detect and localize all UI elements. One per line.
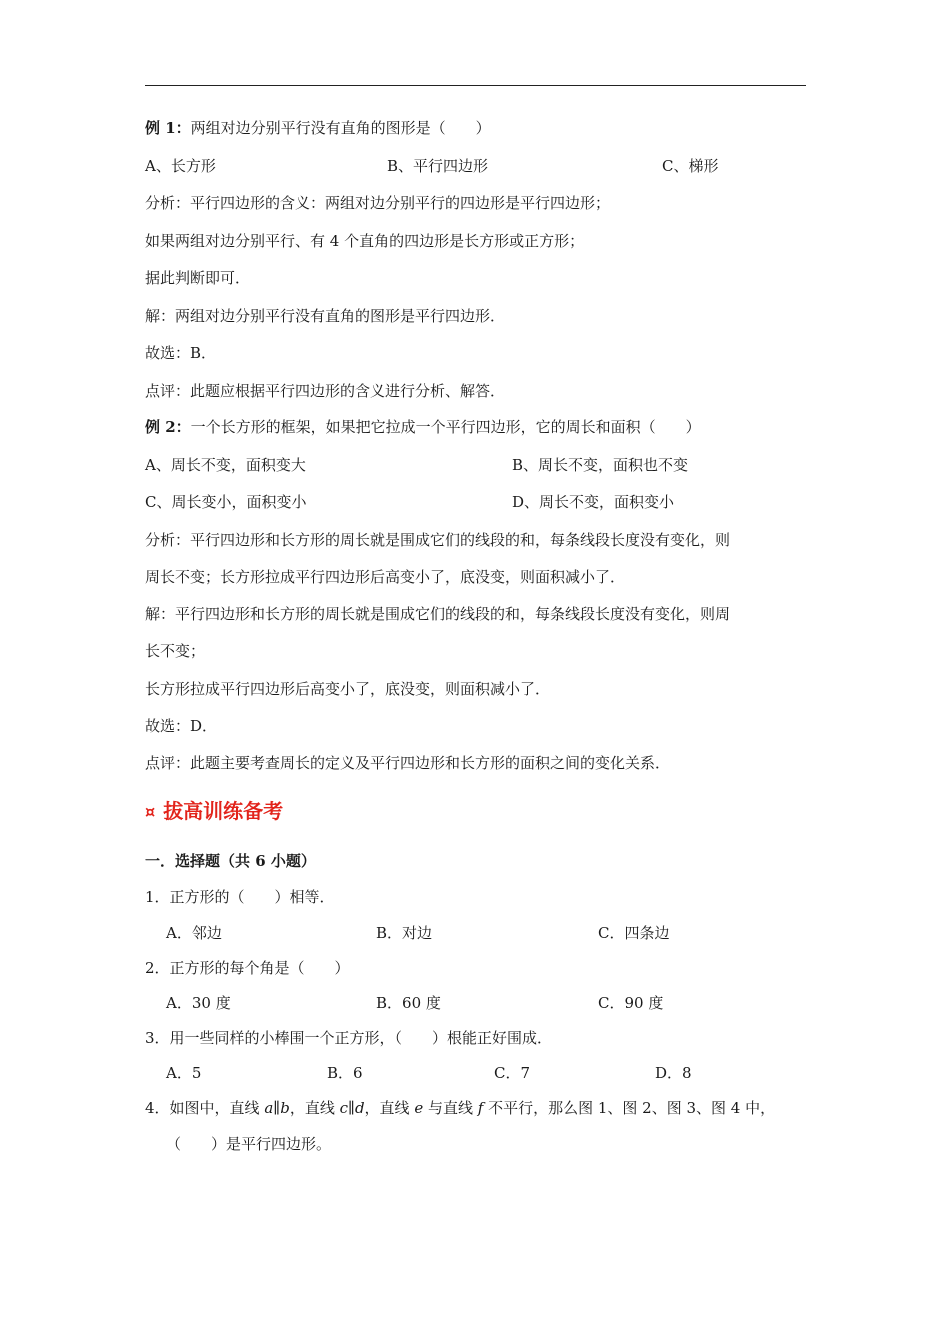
example-1-analysis-line-2: 如果两组对边分别平行、有 4 个直角的四边形是长方形或正方形； — [145, 232, 585, 250]
example-1-text: 两组对边分别平行没有直角的图形是（ ） — [190, 119, 491, 137]
q4-text-part-5: 不平行，那么图 1、图 2、图 3、图 4 中， — [483, 1099, 776, 1117]
example-1-label: 例 1： — [145, 119, 191, 137]
example-2-text: 一个长方形的框架，如果把它拉成一个平行四边形，它的周长和面积（ ） — [190, 418, 701, 436]
var-f: f — [477, 1099, 484, 1117]
example-2-option-c: C、周长变小，面积变小 — [145, 493, 307, 511]
var-d: d — [354, 1099, 365, 1117]
q4-text-part-2: ，直线 — [289, 1099, 340, 1117]
question-1-option-b: B．对边 — [376, 924, 433, 942]
example-1-answer: 故选：B． — [145, 344, 217, 362]
section-heading — [145, 797, 283, 826]
question-2-option-c: C．90 度 — [598, 994, 664, 1012]
example-1-solution: 解：两组对边分别平行没有直角的图形是平行四边形． — [145, 307, 506, 325]
example-1-option-b: B、平行四边形 — [387, 157, 489, 175]
example-1-analysis-line-3: 据此判断即可． — [145, 269, 251, 287]
example-2-analysis-line-1: 分析：平行四边形和长方形的周长就是围成它们的线段的和，每条线段长度没有变化，则 — [145, 531, 731, 549]
header-rule — [145, 85, 806, 86]
example-2-question — [145, 417, 701, 437]
section-title: 拔高训练备考 — [163, 799, 284, 823]
q4-text-part-1: 4．如图中，直线 — [145, 1099, 265, 1117]
example-1-option-a: A、长方形 — [145, 157, 216, 175]
question-3-option-b: B．6 — [327, 1064, 363, 1082]
example-2-answer: 故选：D． — [145, 717, 218, 735]
var-b: b — [280, 1099, 290, 1117]
example-1-analysis-line-1: 分析：平行四边形的含义：两组对边分别平行的四边形是平行四边形； — [145, 194, 611, 212]
question-3-text: 3．用一些同样的小棒围一个正方形，（ ）根能正好围成． — [145, 1029, 553, 1047]
q4-text-part-4: 与直线 — [423, 1099, 478, 1117]
question-4-text-line-2: （ ）是平行四边形。 — [166, 1135, 332, 1153]
var-c: c — [339, 1099, 348, 1117]
question-2-option-b: B．60 度 — [376, 994, 441, 1012]
q4-text-part-3: ，直线 — [364, 1099, 415, 1117]
example-2-label: 例 2： — [145, 418, 191, 436]
var-e: e — [414, 1099, 424, 1117]
example-1-option-c: C、梯形 — [662, 157, 719, 175]
example-1-comment: 点评：此题应根据平行四边形的含义进行分析、解答． — [145, 382, 506, 400]
question-2-option-a: A．30 度 — [166, 994, 231, 1012]
example-2-comment: 点评：此题主要考查周长的定义及平行四边形和长方形的面积之间的变化关系． — [145, 754, 671, 772]
example-2-analysis-line-2: 周长不变；长方形拉成平行四边形后高变小了，底没变，则面积减小了． — [145, 568, 626, 586]
question-1-option-c: C．四条边 — [598, 924, 670, 942]
example-2-solution-line-1: 解：平行四边形和长方形的周长就是围成它们的线段的和，每条线段长度没有变化，则周 — [145, 605, 731, 623]
var-a: a — [264, 1099, 274, 1117]
section-subtitle: 一．选择题（共 6 小题） — [145, 852, 316, 870]
example-2-solution-line-3: 长方形拉成平行四边形后高变小了，底没变，则面积减小了． — [145, 680, 551, 698]
example-2-option-d: D、周长不变，面积变小 — [512, 493, 675, 511]
question-1-option-a: A．邻边 — [166, 924, 222, 942]
example-2-option-a: A、周长不变，面积变大 — [145, 456, 306, 474]
parallel-symbol-1: ∥ — [273, 1099, 281, 1117]
question-3-option-d: D．8 — [655, 1064, 692, 1082]
example-2-option-b: B、周长不变，面积也不变 — [512, 456, 689, 474]
example-1-question — [145, 118, 491, 138]
question-4-text — [145, 1098, 775, 1118]
question-2-text: 2．正方形的每个角是（ ） — [145, 959, 350, 977]
currency-sign-icon: ¤ — [145, 802, 156, 821]
question-3-option-c: C．7 — [494, 1064, 531, 1082]
question-1-text: 1．正方形的（ ）相等． — [145, 888, 335, 906]
example-2-solution-line-2: 长不变； — [145, 642, 206, 660]
parallel-symbol-2: ∥ — [348, 1099, 355, 1117]
question-3-option-a: A．5 — [166, 1064, 202, 1082]
